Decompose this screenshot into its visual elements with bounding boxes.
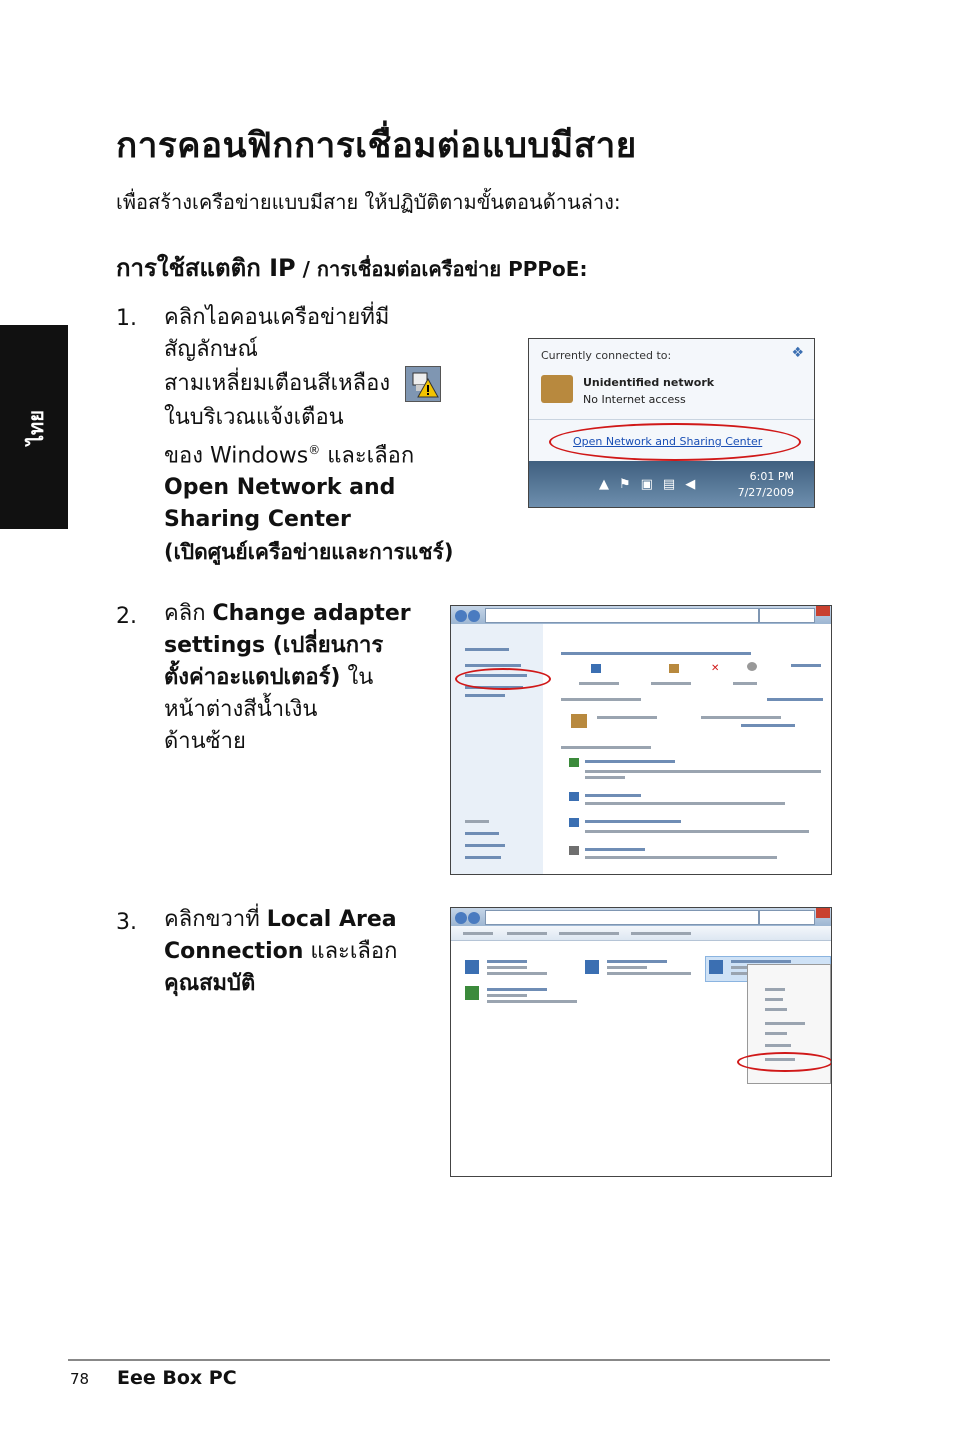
step-3-number: 3. [116,910,137,935]
bench-icon [541,375,573,403]
close-icon [816,606,830,616]
step-2-line: หน้าต่างสีน้ำเงิน [164,697,318,722]
network-connections-screenshot [450,907,832,1177]
close-icon [816,908,830,918]
step-1-bold: Open Network and [164,475,396,501]
notification-area-screenshot [528,338,815,508]
page-number: 78 [70,1370,90,1388]
nav-buttons [455,607,481,621]
step-1-line: ของ Windows® และเลือก [164,443,415,469]
intro-text: เพื่อสร้างเครือข่ายแบบมีสาย ให้ปฏิบัติตามขั้นตอนด้านล่าง: [116,190,621,214]
highlight-ring [549,423,801,461]
step-1-text [164,302,524,568]
subheading-sep: / [295,257,317,281]
bench-icon [669,664,679,673]
nav-buttons [455,909,481,923]
open-network-sharing-link[interactable]: Open Network and Sharing Center [573,435,763,448]
step-2-line: ด้านซ้าย [164,729,246,754]
address-bar [485,910,759,925]
x-icon: ✕ [711,663,720,674]
highlight-ring [455,668,551,690]
connected-to-label: Currently connected to: [541,349,672,362]
highlight-ring [737,1052,832,1072]
network-warning-icon [405,366,441,402]
adapter-icon [465,960,479,974]
step-1-line: สัญลักษณ์ [164,337,258,362]
step-2-number: 2. [116,604,137,629]
step-1-line: คลิกไอคอนเครือข่ายที่มี [164,305,390,330]
step-3-line: Connection และเลือก [164,939,398,964]
bluetooth-adapter-icon [585,960,599,974]
network-status: No Internet access [583,393,686,406]
step-3-text [164,904,444,1000]
step-1-bold: Sharing Center [164,507,351,533]
step-1-line: ในบริเวณแจ้งเตือน [164,405,344,430]
footer-rule [68,1359,830,1361]
clock: 6:01 PM 7/27/2009 [737,470,794,499]
network-name: Unidentified network [583,376,715,389]
globe-icon [747,662,757,671]
tray-icons: ▲⚑▣▤◀ [599,477,706,492]
computer-icon [591,664,601,673]
step-2-line: settings (เปลี่ยนการ [164,633,384,658]
step-1-line: สามเหลี่ยมเตือนสีเหลือง [164,366,524,402]
page-title: การคอนฟิกการเชื่อมต่อแบบมีสาย [116,126,637,166]
wireless-adapter-icon [465,986,479,1000]
subheading-main: การใช้สแตติก IP [116,254,296,282]
address-bar [485,608,759,623]
language-tab-label: ไทย [24,410,48,446]
search-box [759,608,815,623]
section-subheading [116,248,587,287]
step-1-bold: (เปิดศูนย์เครือข่ายและการแชร์) [164,540,454,565]
bench-icon [571,714,587,728]
step-3-line: คลิกขวาที่ Local Area [164,907,397,932]
local-adapter-icon [709,960,723,974]
network-logo-icon: ❖ [791,345,804,361]
network-sharing-center-screenshot [450,605,832,875]
step-3-line: คุณสมบัติ [164,971,256,996]
left-pane [451,624,543,874]
step-2-line: ตั้งค่าอะแดปเตอร์) ใน [164,665,374,690]
step-2-line: คลิก Change adapter [164,601,411,626]
search-box [759,910,815,925]
step-2-text [164,598,444,758]
subheading-rest: การเชื่อมต่อเครือข่าย PPPoE: [316,257,588,281]
footer-title: Eee Box PC [117,1367,237,1389]
divider [529,419,814,420]
step-1-number: 1. [116,306,137,331]
